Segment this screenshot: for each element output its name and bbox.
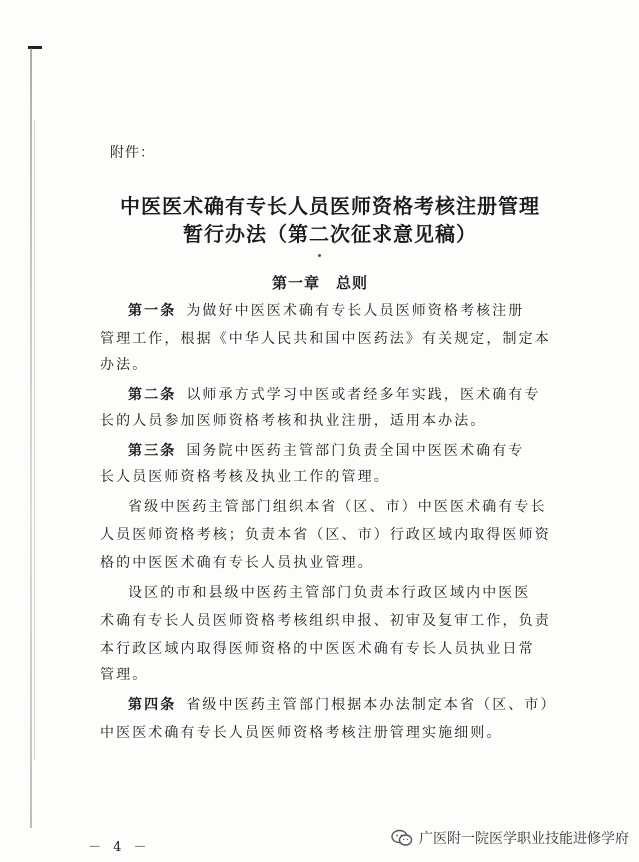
article-1-line-1	[128, 300, 548, 320]
municipal-para-line-3: 本行政区域内取得医师资格的中医医术确有专长人员执业日常	[100, 641, 535, 657]
document-title-line-2: 暂行办法（第二次征求意见稿）	[183, 222, 477, 246]
attachment-label: 附件：	[110, 145, 155, 161]
article-2-line-2: 长的人员参加医师资格考核和执业注册，适用本办法。	[100, 413, 487, 429]
provincial-para-line-2: 人员医师资格考核；负责本省（区、市）行政区域内取得医师资	[100, 527, 551, 543]
scan-speck	[318, 254, 321, 257]
municipal-para-line-2: 术确有专长人员医师资格考核组织申报、初审及复审工作，负责	[100, 613, 551, 629]
scan-edge-line	[30, 48, 32, 828]
wechat-icon	[391, 829, 413, 847]
municipal-para-line-4: 管理。	[100, 667, 149, 683]
article-2-line-1	[128, 384, 548, 404]
article-2-text-1: 以师承方式学习中医或者经多年实践，医术确有专	[186, 387, 541, 403]
article-2-label: 第二条	[128, 387, 177, 403]
article-4-text-1: 省级中医药主管部门根据本办法制定本省（区、市）	[186, 697, 557, 713]
article-3-text-1: 国务院中医药主管部门负责全国中医医术确有专	[186, 443, 525, 459]
scan-edge-line-secondary	[34, 120, 35, 760]
watermark-text: 广医附一院医学职业技能进修学府	[419, 831, 629, 847]
chapter-heading: 第一章 总则	[271, 274, 368, 292]
article-1-text-1: 为做好中医医术确有专长人员医师资格考核注册	[186, 303, 525, 319]
article-3-label: 第三条	[128, 443, 177, 459]
article-4-line-2: 中医医术确有专长人员医师资格考核注册管理实施细则。	[100, 725, 503, 741]
article-1-label: 第一条	[128, 303, 177, 319]
article-1-line-2: 管理工作，根据《中华人民共和国中医药法》有关规定，制定本	[100, 331, 551, 347]
article-3-line-2: 长人员医师资格考核及执业工作的管理。	[100, 469, 390, 485]
article-4-label: 第四条	[128, 697, 177, 713]
document-title-line-1: 中医医术确有专长人员医师资格考核注册管理	[120, 194, 540, 218]
watermark	[391, 828, 629, 848]
provincial-para-line-1: 省级中医药主管部门组织本省（区、市）中医医术确有专长	[128, 499, 547, 515]
municipal-para-line-1: 设区的市和县级中医药主管部门负责本行政区域内中医医	[128, 585, 531, 601]
article-3-line-1	[128, 440, 548, 460]
page-number: － 4 －	[88, 840, 151, 855]
article-1-line-3: 办法。	[100, 357, 149, 373]
article-4-line-1	[128, 694, 557, 714]
provincial-para-line-3: 格的中医医术确有专长人员执业管理。	[100, 555, 374, 571]
